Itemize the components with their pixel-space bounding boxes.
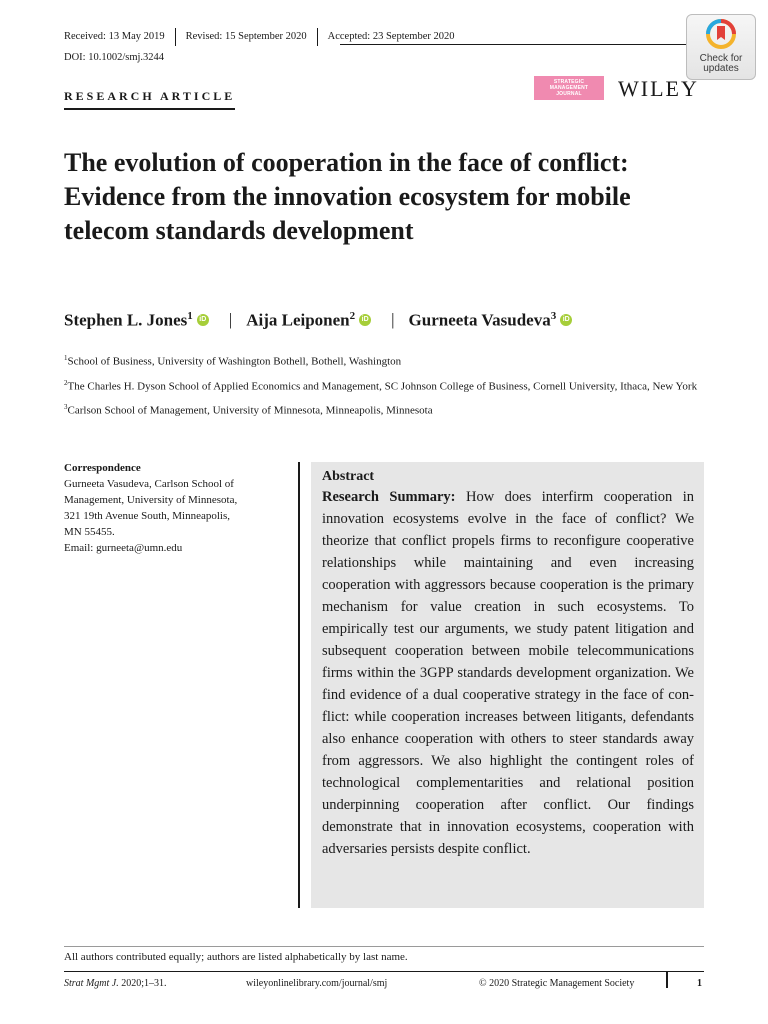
abstract-body: How does interfirm cooperation in innovation ecosystems evolve in the face of conflict? We theorize that conflict propels firms to reconfigure cooperative relationships while maintaining and even increasing cooperation with aggressors because cooperation is the primary mechanism for value creation in such ecosystems. To empirically test our arguments, we study patent litigation and subsequent cooperation between mobile telecommunications firms within the 3GPP standards development organization. We find evidence of a dual cooperative strategy in the face of conflict: while cooperation increases between litigants, defendants also enhance cooperation with others to steer standards away from aggressors. We also highlight the contingent roles of technological complementarities and relational position underpinning cooperation after conflict. Our findings demonstrate that in innovation ecosystems, cooperation with adversaries persists despite conflict.: [322, 489, 694, 857]
column-divider: [298, 462, 300, 908]
journal-logo: [534, 76, 604, 100]
check-for-updates-button[interactable]: [686, 14, 756, 80]
journal-logo-text: STRATEGIC: [553, 79, 585, 85]
page-number: 1: [697, 978, 702, 989]
footnote-rule: [64, 946, 704, 947]
abstract-heading: Abstract: [322, 469, 375, 484]
author-name[interactable]: Aija Leiponen$^2$: [246, 310, 356, 330]
orcid-icon[interactable]: iD: [560, 314, 572, 326]
author-separator: |: [228, 310, 233, 330]
author-name[interactable]: Stephen L. Jones$^1$: [64, 310, 193, 330]
orcid-icon[interactable]: iD: [197, 314, 209, 326]
accepted-date: Accepted: 23 September 2020: [327, 31, 455, 42]
journal-citation: Strat Mgmt J. 2020;1–31.: [64, 978, 167, 989]
journal-url[interactable]: wileyonlinelibrary.com/journal/smj: [246, 978, 388, 989]
correspondence-heading: Correspondence: [64, 462, 141, 474]
correspondence-email[interactable]: Email: gurneeta@umn.edu: [64, 542, 183, 554]
affiliation: $^2$The Charles H. Dyson School of Applied Economics and Management, SC Johnson College of Business, Cornell University, Ithaca, New York: [64, 378, 698, 393]
affiliation: $^3$Carlson School of Management, University of Minnesota, Minneapolis, Minnesota: [64, 403, 433, 417]
journal-logo-text: JOURNAL: [556, 91, 582, 97]
correspondence-line: Management, University of Minnesota,: [64, 494, 238, 506]
author-name[interactable]: Gurneeta Vasudeva$^3$: [408, 310, 557, 330]
doi[interactable]: DOI: 10.1002/smj.3244: [64, 52, 165, 63]
article-title: The evolution of cooperation in the face of conflict: Evidence from the innovation ecosystem for mobile telecom standards development: [64, 148, 631, 245]
journal-logo-text: MANAGEMENT: [549, 85, 589, 91]
copyright: © 2020 Strategic Management Society: [479, 978, 635, 989]
author-separator: |: [391, 310, 395, 330]
orcid-icon[interactable]: iD: [359, 314, 371, 326]
article-type: RESEARCH ARTICLE: [64, 89, 235, 110]
check-updates-label: Check for: [699, 53, 743, 64]
author-list: [64, 310, 578, 331]
footer-rule: [64, 971, 704, 972]
affiliation: $^1$School of Business, University of Washington Bothell, Bothell, Washington: [64, 354, 402, 368]
correspondence: [64, 460, 284, 556]
footer-divider: [666, 972, 668, 988]
abstract-box: [311, 462, 704, 908]
header-rule: [340, 44, 704, 45]
correspondence-line: 321 19th Avenue South, Minneapolis,: [64, 510, 231, 522]
check-updates-label: updates: [703, 63, 739, 74]
correspondence-line: MN 55455.: [64, 526, 115, 538]
abstract-lead: Research Summary:: [322, 489, 456, 505]
affiliations: [64, 351, 704, 425]
footnote: All authors contributed equally; authors are listed alphabetically by last name.: [64, 951, 408, 963]
correspondence-line: Gurneeta Vasudeva, Carlson School of: [64, 478, 234, 490]
check-updates-icon: [706, 19, 736, 54]
received-date: Received: 13 May 2019: [64, 31, 165, 42]
revised-date: Revised: 15 September 2020: [185, 31, 307, 42]
publisher-logo: WILEY: [618, 76, 699, 101]
abstract-text: [322, 486, 694, 860]
